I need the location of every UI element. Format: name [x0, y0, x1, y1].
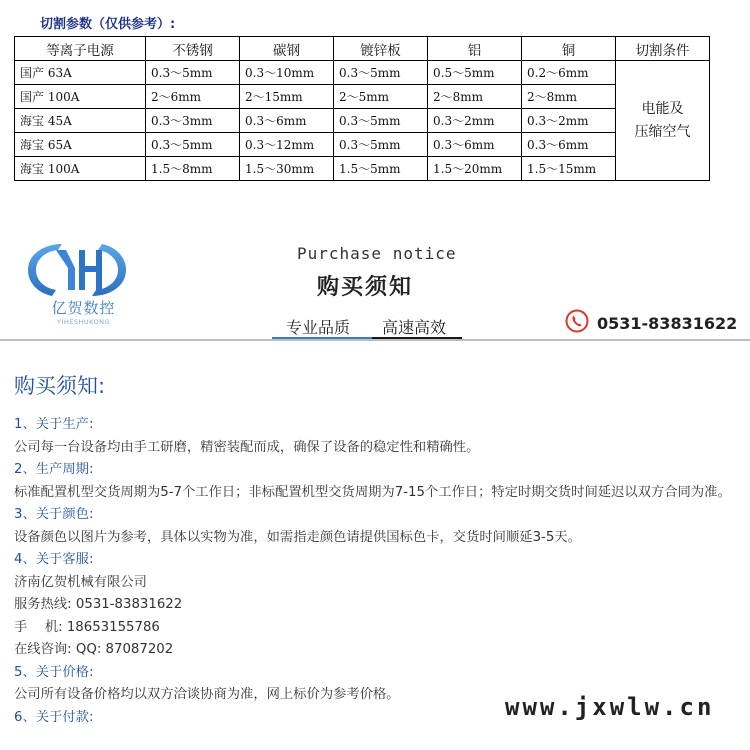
table-cell: 0.3～5mm	[146, 133, 240, 157]
table-row	[15, 61, 710, 85]
section-heading: 2、生产周期:	[14, 462, 94, 477]
column-header: 镀锌板	[334, 37, 428, 61]
table-cell: 0.3～5mm	[334, 61, 428, 85]
table-cell: 国产 100A	[15, 85, 146, 109]
table-cell: 0.3～6mm	[522, 133, 616, 157]
cutting-parameters-table	[14, 36, 710, 181]
phone-icon	[565, 309, 589, 333]
section-heading: 1、关于生产:	[14, 417, 94, 432]
logo-subtitle: YIHESHUKONG	[56, 318, 111, 326]
table-cell: 0.3～2mm	[522, 109, 616, 133]
table-cell: 0.3～6mm	[428, 133, 522, 157]
section-text: 公司每一台设备均由手工研磨，精密装配而成，确保了设备的稳定性和精确性。	[14, 439, 480, 455]
table-cell: 海宝 65A	[15, 133, 146, 157]
tag-efficiency: 高速高效	[382, 318, 447, 337]
table-cell: 海宝 45A	[15, 109, 146, 133]
online-qq: 在线咨询: QQ: 87087202	[14, 642, 174, 657]
table-header-row	[15, 37, 710, 61]
table-cell: 0.3～6mm	[240, 109, 334, 133]
service-hotline: 服务热线: 0531-83831622	[14, 597, 183, 612]
section-heading: 3、关于颜色:	[14, 507, 94, 522]
table-cell: 0.5～5mm	[428, 61, 522, 85]
column-header: 等离子电源	[15, 37, 146, 61]
notice-body	[14, 414, 739, 729]
company-logo	[22, 240, 132, 300]
table-cell: 0.3～2mm	[428, 109, 522, 133]
cutting-condition-cell	[616, 61, 710, 181]
table-cell: 2～8mm	[428, 85, 522, 109]
section-text: 公司所有设备价格均以双方洽谈协商为准，网上标价为参考价格。	[14, 687, 400, 702]
table-cell: 2～5mm	[334, 85, 428, 109]
table-row	[15, 85, 710, 109]
column-header: 铝	[428, 37, 522, 61]
column-header: 碳钢	[240, 37, 334, 61]
section-text: 设备颜色以图片为参考，具体以实物为准，如需指走颜色请提供国标色卡，交货时间顺延3-5天。	[14, 529, 581, 545]
table-cell: 0.3～12mm	[240, 133, 334, 157]
table-row	[15, 157, 710, 181]
condition-line: 电能及	[641, 100, 684, 117]
section-heading: 5、关于价格:	[14, 664, 94, 680]
table-cell: 0.3～3mm	[146, 109, 240, 133]
table-row	[15, 109, 710, 133]
condition-line: 压缩空气	[634, 123, 691, 140]
table-cell: 0.3～5mm	[146, 61, 240, 85]
table-cell: 1.5～5mm	[334, 157, 428, 181]
section-text: 标准配置机型交货周期为5-7个工作日；非标配置机型交货周期为7-15个工作日；特定时期交货时间延迟以双方合同为准。	[14, 484, 731, 500]
table-cell: 国产 63A	[15, 61, 146, 85]
column-header: 不锈钢	[146, 37, 240, 61]
phone-number: 0531-83831622	[597, 314, 738, 333]
table-cell: 1.5～8mm	[146, 157, 240, 181]
table-row	[15, 133, 710, 157]
table-cell: 0.3～5mm	[334, 109, 428, 133]
table-cell: 1.5～20mm	[428, 157, 522, 181]
column-header: 铜	[522, 37, 616, 61]
table-cell: 0.3～10mm	[240, 61, 334, 85]
table-cell: 2～8mm	[522, 85, 616, 109]
logo-text: 亿贺数控	[51, 299, 116, 317]
table-cell: 1.5～15mm	[522, 157, 616, 181]
table-cell: 海宝 100A	[15, 157, 146, 181]
column-header: 切割条件	[616, 37, 710, 61]
mobile-number: 手 机: 18653155786	[14, 619, 160, 635]
table-cell: 2～6mm	[146, 85, 240, 109]
banner-title-cn: 购买须知	[317, 275, 414, 300]
banner-title-en: Purchase notice	[297, 244, 457, 263]
cutting-table-title: 切割参数（仅供参考）:	[40, 17, 176, 32]
tag-quality: 专业品质	[286, 318, 351, 337]
company-name: 济南亿贺机械有限公司	[14, 574, 147, 590]
site-watermark: www.jxwlw.cn	[505, 693, 715, 721]
section-divider	[0, 339, 750, 341]
table-cell: 1.5～30mm	[240, 157, 334, 181]
section-heading: 4、关于客服:	[14, 552, 94, 567]
table-cell: 0.2～6mm	[522, 61, 616, 85]
table-cell: 0.3～5mm	[334, 133, 428, 157]
notice-title: 购买须知:	[14, 374, 106, 398]
section-heading: 6、关于付款:	[14, 709, 94, 725]
table-cell: 2～15mm	[240, 85, 334, 109]
